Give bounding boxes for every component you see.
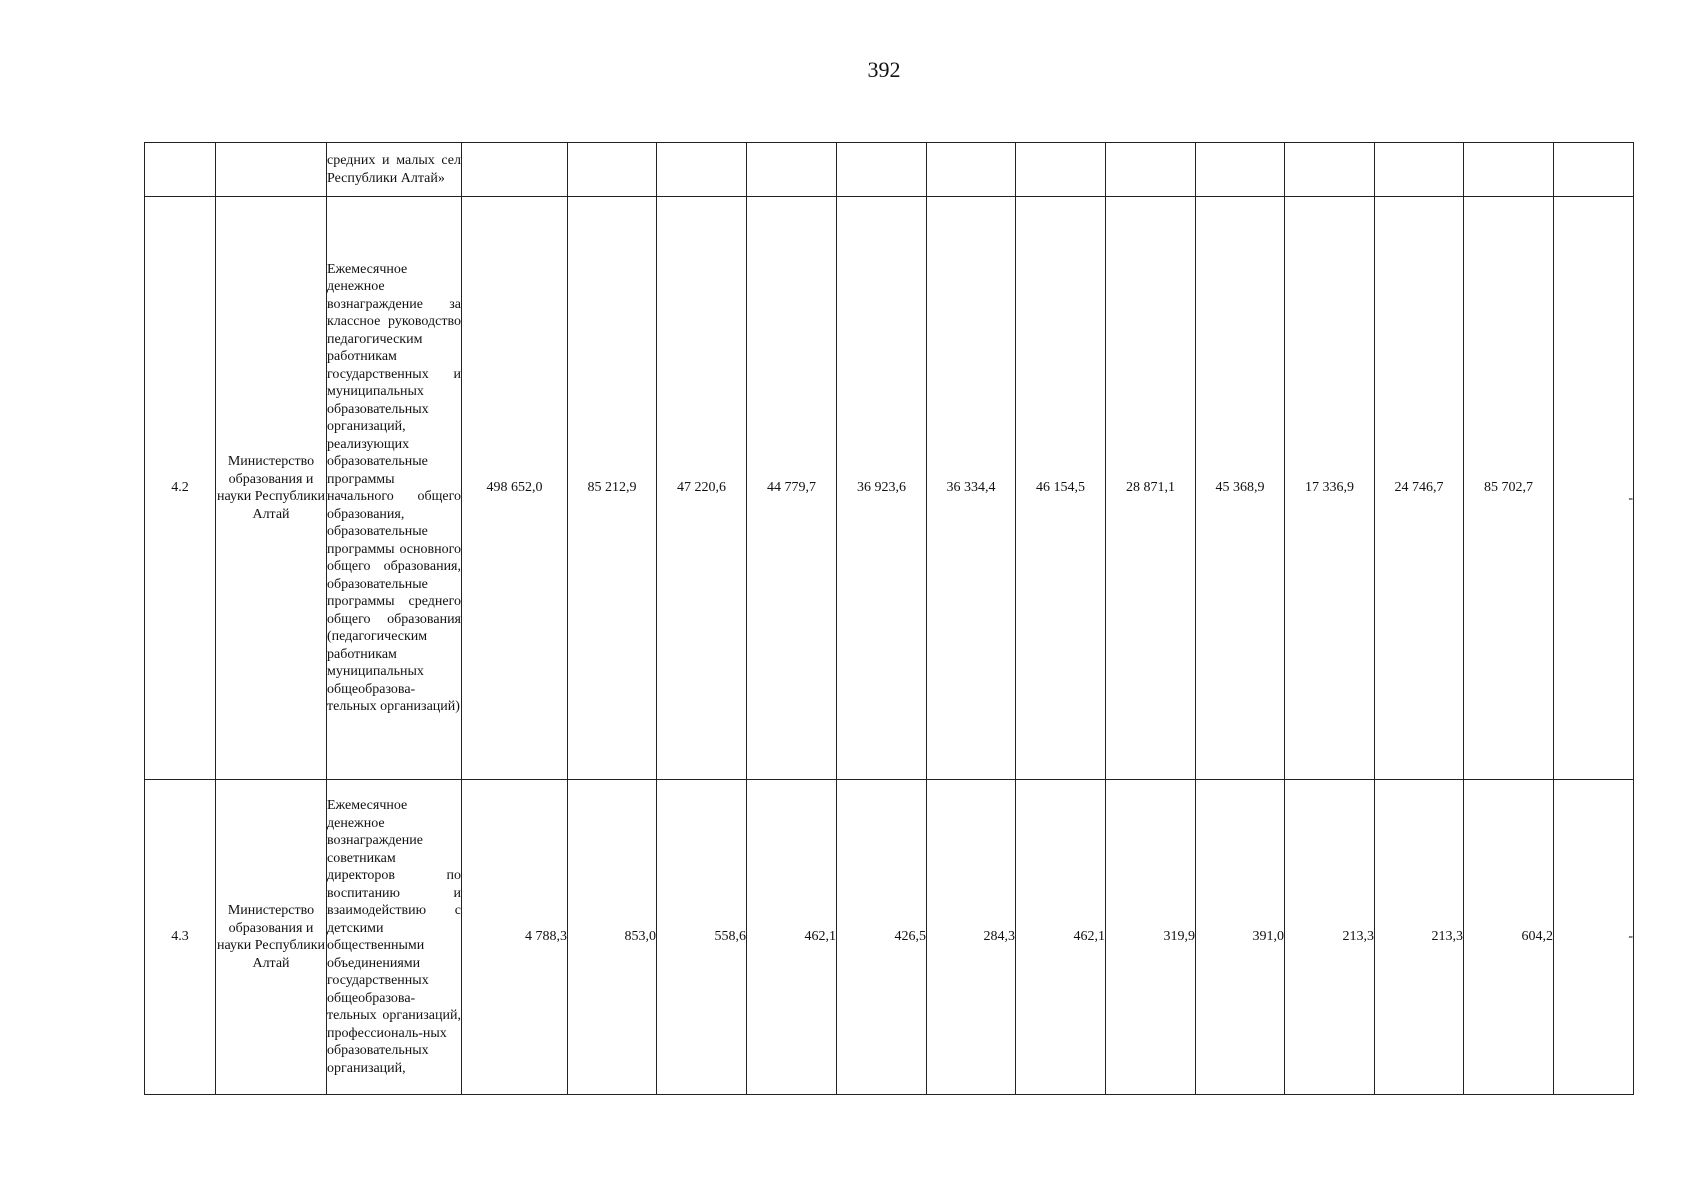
value-cell: 36 923,6 [837, 197, 927, 780]
description-cell [327, 143, 462, 197]
description-text: средних и малых сел Республики Алтай» [327, 153, 461, 186]
value-cell: 47 220,6 [657, 197, 747, 780]
value-cell: 498 652,0 [462, 197, 568, 780]
value-cell: 462,1 [747, 780, 837, 1095]
value-cell: 426,5 [837, 780, 927, 1095]
value-cell [1196, 143, 1285, 197]
value-cell [927, 143, 1016, 197]
value-cell: 36 334,4 [927, 197, 1016, 780]
value-cell: 17 336,9 [1285, 197, 1375, 780]
value-cell: 213,3 [1285, 780, 1375, 1095]
value-cell: 45 368,9 [1196, 197, 1285, 780]
value-cell: 85 212,9 [568, 197, 657, 780]
value-cell [568, 143, 657, 197]
value-cell: 85 702,7 [1464, 197, 1554, 780]
row-number-cell: 4.2 [145, 197, 216, 780]
value-cell [1016, 143, 1106, 197]
row-number-cell [145, 143, 216, 197]
last-cell [1554, 143, 1634, 197]
value-cell: 24 746,7 [1375, 197, 1464, 780]
description-text: Ежемесячное денежное вознаграждение за классное руководство педагогическим работникам государственных и муниципальных образовательных организаций, реализующих образовательные программы начального общего образования, образовательные программы основного общего образования, образовательные программы среднего общего образования (педагогическим работникам муниципальных общеобразова-тельных организаций) [327, 261, 461, 714]
ministry-cell: Министерство образования и науки Республики Алтай [216, 197, 327, 780]
value-cell: 462,1 [1016, 780, 1106, 1095]
value-cell: 604,2 [1464, 780, 1554, 1095]
description-text: Ежемесячное денежное вознаграждение советникам директоров по воспитанию и взаимодействию с детскими общественными объединениями государственных общеобразова-тельных организаций, профессиональ-ных образовательных организаций, [327, 798, 461, 1076]
table-row [145, 780, 1634, 1095]
value-cell: 46 154,5 [1016, 197, 1106, 780]
table-row [145, 143, 1634, 197]
value-cell [1375, 143, 1464, 197]
last-cell: - [1554, 197, 1634, 780]
ministry-cell [216, 143, 327, 197]
ministry-cell: Министерство образования и науки Республики Алтай [216, 780, 327, 1095]
value-cell: 284,3 [927, 780, 1016, 1095]
value-cell: 213,3 [1375, 780, 1464, 1095]
value-cell [837, 143, 927, 197]
value-cell [657, 143, 747, 197]
value-cell: 558,6 [657, 780, 747, 1095]
value-cell [1464, 143, 1554, 197]
description-cell [327, 197, 462, 780]
value-cell: 44 779,7 [747, 197, 837, 780]
row-number-cell: 4.3 [145, 780, 216, 1095]
value-cell: 319,9 [1106, 780, 1196, 1095]
description-cell [327, 780, 462, 1095]
value-cell: 4 788,3 [462, 780, 568, 1095]
page-number: 392 [867, 57, 901, 82]
value-cell: 853,0 [568, 780, 657, 1095]
table-row [145, 197, 1634, 780]
last-cell: - [1554, 780, 1634, 1095]
value-cell: 391,0 [1196, 780, 1285, 1095]
budget-table [144, 142, 1634, 1095]
value-cell: 28 871,1 [1106, 197, 1196, 780]
value-cell [1106, 143, 1196, 197]
value-cell [747, 143, 837, 197]
value-cell [462, 143, 568, 197]
value-cell [1285, 143, 1375, 197]
